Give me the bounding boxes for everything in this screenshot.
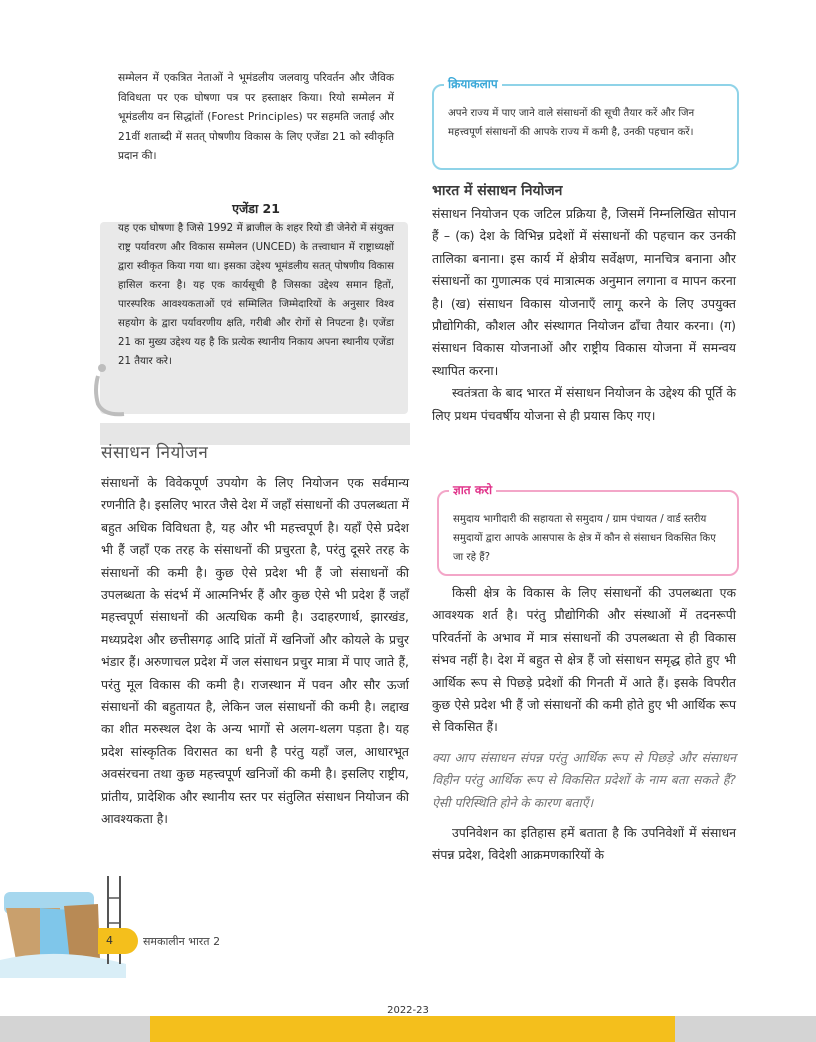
book-title: समकालीन भारत 2 <box>143 935 221 948</box>
find-out-box <box>437 483 739 576</box>
find-out-label: ज्ञात करो <box>449 481 496 498</box>
colonisation-paragraph: उपनिवेशन का इतिहास हमें बताता है कि उपनिवेशों में संसाधन संपन्न प्रदेश, विदेशी आक्रमणकारियों के <box>432 825 736 863</box>
left-intro <box>118 69 394 167</box>
activity-box <box>432 77 739 170</box>
footer-yellow-strip <box>150 1016 675 1042</box>
planning-steps-paragraph: संसाधन नियोजन एक जटिल प्रक्रिया है, जिसमें निम्नलिखित सोपान हैं – (क) देश के विभिन्न प्रदेशों में संसाधनों की पहचान कर उनकी तालिका बनाना। इस कार्य में क्षेत्रीय सर्वेक्षण, मानचित्र बनाना और संसाधनों का गुणात्मक एवं मात्रात्मक अनुमान लगाना व मापन करना है। (ख) संसाधन विकास योजनाएँ लागू करने के लिए उपयुक्त प्रौद्योगिकी, कौशल और संस्थागत नियोजन ढाँचा तैयार करना। (ग) संसाधन विकास योजनाओं और राष्ट्रीय विकास योजना में समन्वय स्थापित करना। <box>432 206 736 378</box>
left-main-text <box>101 472 409 831</box>
page-number: 4 <box>98 928 138 954</box>
year-label: 2022-23 <box>387 1005 429 1016</box>
right-bottom-text <box>432 582 736 867</box>
find-out-text: समुदाय भागीदारी की सहायता से समुदाय / ग्राम पंचायत / वार्ड स्तरीय समुदायों द्वारा आपके आसपास के क्षेत्र में कौन से संसाधन विकसित किए जा रहे हैं? <box>453 514 716 563</box>
right-main-text <box>432 203 736 427</box>
info-i-icon <box>90 360 126 420</box>
agenda-21-title: एजेंडा 21 <box>232 201 280 216</box>
question-paragraph: क्या आप संसाधन संपन्न परंतु आर्थिक रूप से पिछड़े और संसाधन विहीन परंतु आर्थिक रूप से विकसित प्रदेशों के नाम बता सकते हैं? ऐसी परिस्थिति होने के कारण बताएँ। <box>432 749 736 810</box>
activity-label: क्रियाकलाप <box>444 75 502 92</box>
agenda-21-text: यह एक घोषणा है जिसे 1992 में ब्राजील के शहर रियो डी जेनेरो में संयुक्त राष्ट्र पर्यावरण और विकास सम्मेलन (UNCED) के तत्त्वाधान में राष्ट्राध्यक्षों द्वारा स्वीकृत किया गया था। इसका उद्देश्य भूमंडलीय सतत् पोषणीय विकास हासिल करना है। यह एक कार्यसूची है जिसका उद्देश्य समान हितों, पारस्परिक आवश्यकताओं एवं सम्मिलित जिम्मेदारियों के अनुसार विश्व सहयोग के द्वारा पर्यावरणीय क्षति, गरीबी और रोगों से निपटना है। एजेंडा 21 का मुख्य उद्देश्य यह है कि प्रत्येक स्थानीय निकाय अपना स्थानीय एजेंडा 21 तैयार करे। <box>118 223 394 367</box>
intro-paragraph: सम्मेलन में एकत्रित नेताओं ने भूमंडलीय जलवायु परिवर्तन और जैविक विविधता पर एक घोषणा पत्र पर हस्ताक्षर किया। रियो सम्मेलन में भूमंडलीय वन सिद्धांतों (Forest Principles) पर सहमति जताई और 21वीं शताब्दी में सतत् पोषणीय विकास के लिए एजेंडा 21 को स्वीकृति प्रदान की। <box>118 72 394 162</box>
waterfall-illustration <box>0 868 130 978</box>
development-paragraph: किसी क्षेत्र के विकास के लिए संसाधनों की उपलब्धता एक आवश्यक शर्त है। परंतु प्रौद्योगिकी और संस्थाओं में तदनरूपी परिवर्तनों के अभाव में मात्र संसाधनों की उपलब्धता से ही विकास संभव नहीं है। देश में बहुत से क्षेत्र हैं जो संसाधन समृद्ध होते हुए भी आर्थिक रूप से पिछड़े प्रदेशों की गिनती में आते हैं। इसके विपरीत कुछ ऐसे प्रदेश भी हैं जो संसाधनों की कमी होते हुए भी आर्थिक रूप से विकसित हैं। <box>432 585 736 735</box>
resource-planning-paragraph: संसाधनों के विवेकपूर्ण उपयोग के लिए नियोजन एक सर्वमान्य रणनीति है। इसलिए भारत जैसे देश में जहाँ संसाधनों की उपलब्धता में बहुत अधिक विविधता है, यह और भी महत्त्वपूर्ण है। यहाँ ऐसे प्रदेश भी हैं जहाँ एक तरह के संसाधनों की प्रचुरता है, परंतु दूसरे तरह के संसाधनों की कमी है। कुछ ऐसे प्रदेश भी हैं जो संसाधनों की उपलब्धता के संदर्भ में आत्मनिर्भर हैं और कुछ ऐसे भी प्रदेश हैं जहाँ महत्त्वपूर्ण संसाधनों की अत्यधिक कमी है। उदाहरणार्थ, झारखंड, मध्यप्रदेश और छत्तीसगढ़ आदि प्रांतों में खनिजों और कोयले के प्रचुर भंडार हैं। अरुणाचल प्रदेश में जल संसाधन प्रचुर मात्रा में पाए जाते हैं, परंतु मूल विकास की कमी है। राजस्थान में पवन और सौर ऊर्जा संसाधनों की बहुतायत है, लेकिन जल संसाधनों की कमी है। लद्दाख का शीत मरुस्थल देश के अन्य भागों से अलग-थलग पड़ता है। यह प्रदेश सांस्कृतिक विरासत का धनी है परंतु यहाँ जल, आधारभूत अवसंरचना तथा कुछ महत्त्वपूर्ण खनिजों की कमी है। इसलिए राष्ट्रीय, प्रांतीय, प्रादेशिक और स्थानीय स्तर पर संतुलित संसाधन नियोजन की आवश्यकता है। <box>101 475 409 827</box>
independence-paragraph: स्वतंत्रता के बाद भारत में संसाधन नियोजन के उद्देश्य की पूर्ति के लिए प्रथम पंचवर्षीय योजना से ही प्रयास किए गए। <box>432 385 736 423</box>
section-heading-resource-planning: संसाधन नियोजन <box>101 443 209 463</box>
activity-text: अपने राज्य में पाए जाने वाले संसाधनों की सूची तैयार करें और जिन महत्त्वपूर्ण संसाधनों की आपके राज्य में कमी है, उनकी पहचान करें। <box>448 108 695 138</box>
india-resource-planning-heading: भारत में संसाधन नियोजन <box>432 183 563 199</box>
agenda-21-box <box>118 197 394 371</box>
